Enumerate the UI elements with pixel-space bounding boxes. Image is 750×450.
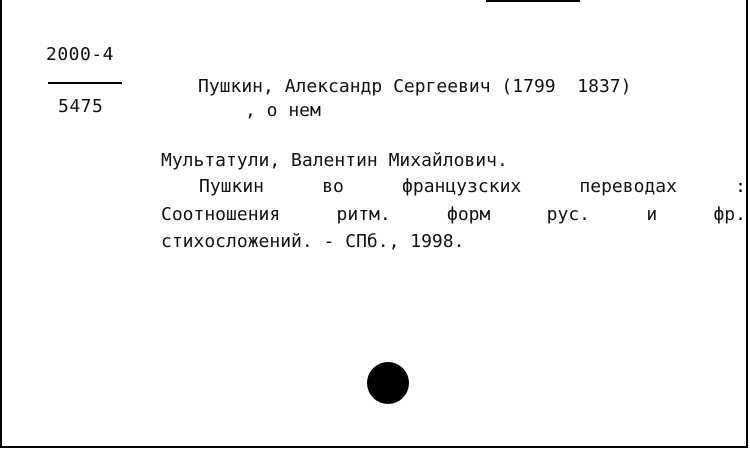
call-number-bottom: 5475 — [58, 96, 104, 117]
title-word: рус. — [546, 204, 591, 225]
call-number-top: 2000-4 — [46, 44, 115, 65]
card-punch-hole — [367, 362, 409, 404]
subject-heading: Пушкин, Александр Сергеевич (1799 1837) — [198, 76, 632, 97]
title-line-2 — [161, 204, 746, 225]
title-word: французских — [402, 176, 522, 197]
title-line-3: стихосложений. - СПб., 1998. — [161, 231, 465, 252]
title-word: фр. — [713, 204, 746, 225]
title-word: и — [646, 204, 658, 225]
title-word: форм — [447, 204, 491, 225]
title-word: во — [322, 176, 344, 197]
title-word: Соотношения — [161, 204, 281, 225]
card-top-mark — [486, 0, 580, 2]
title-line-1 — [161, 176, 746, 197]
title-word: : — [735, 176, 746, 197]
call-number-divider — [48, 82, 122, 84]
title-word: переводах — [579, 176, 677, 197]
author-heading: Мультатули, Валентин Михайлович. — [161, 150, 508, 171]
title-word: Пушкин — [199, 176, 265, 197]
title-word: ритм. — [336, 204, 391, 225]
subject-subheading: , о нем — [245, 100, 321, 121]
